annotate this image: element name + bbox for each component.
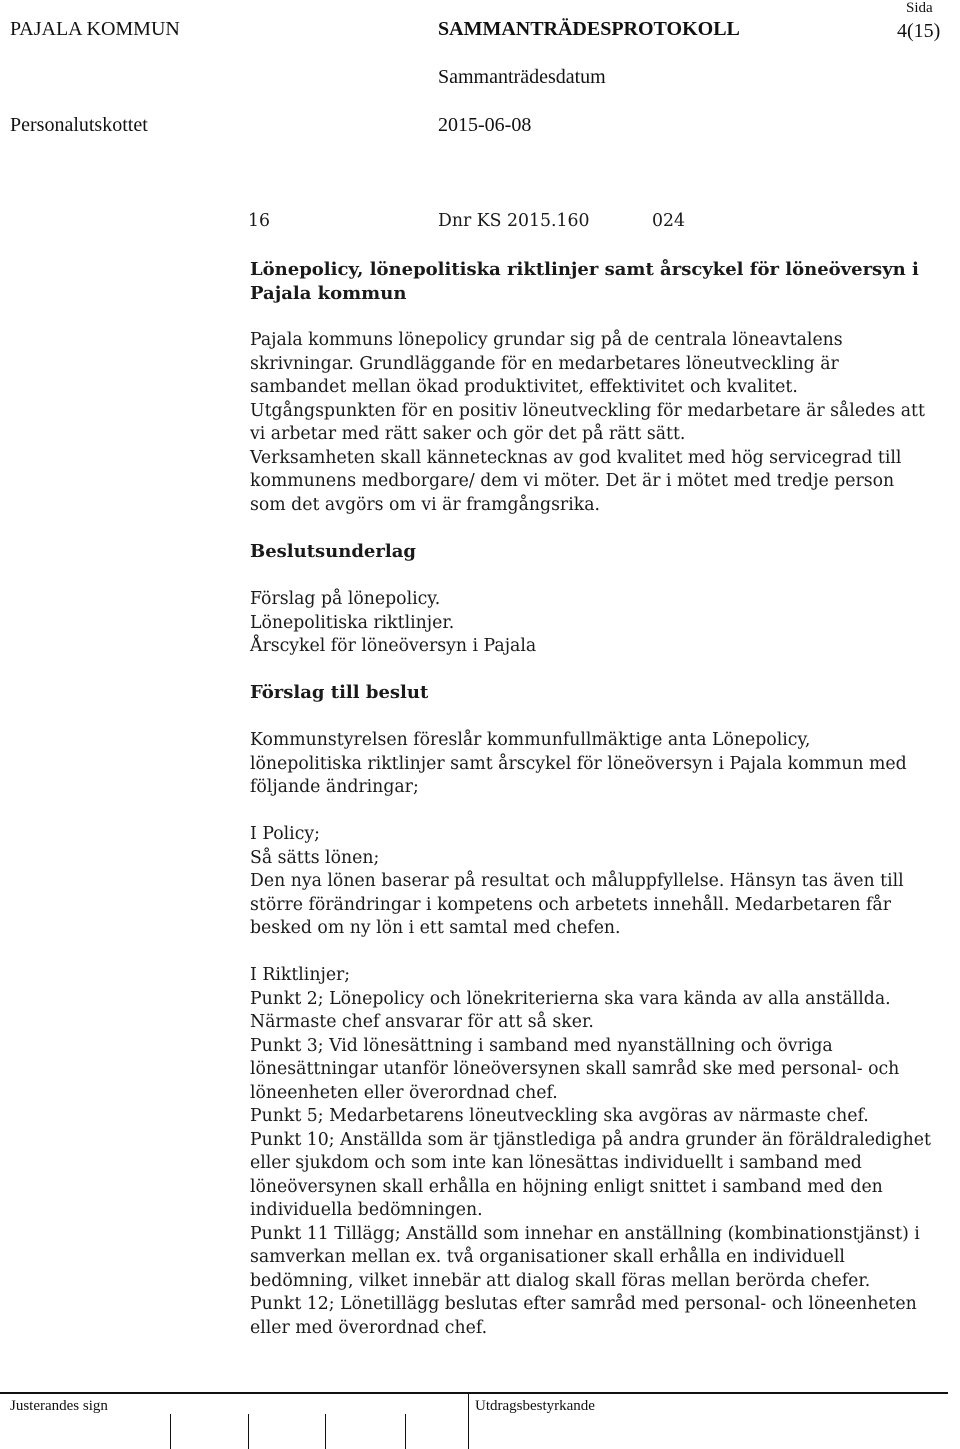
text-line: eller sjukdom och som inte kan lönesättas individuellt i samband med: [250, 1153, 862, 1173]
utdragsbestyrkande-label: Utdragsbestyrkande: [475, 1398, 595, 1414]
text-line: kommunens medborgare/ dem vi möter. Det är i mötet med tredje person: [250, 471, 895, 491]
text-line: som det avgörs om vi är framgångsrika.: [250, 494, 600, 515]
text-line: följande ändringar;: [250, 777, 419, 797]
item-title-line: Lönepolicy, lönepolitiska riktlinjer samt årscykel för löneöversyn i: [250, 259, 919, 280]
text-line: Punkt 10; Anställda som är tjänstlediga på andra grunder än föräldraledighet: [250, 1129, 931, 1150]
forslag-intro: [250, 729, 956, 800]
text-line: Den nya lönen baserar på resultat och måluppfyllelse. Hänsyn tas även till: [250, 871, 904, 891]
riktlinjer-changes: [250, 964, 956, 1340]
text-line: lönepolitiska riktlinjer samt årscykel för löneöversyn i Pajala kommun med: [250, 753, 907, 774]
text-line: skrivningar. Grundläggande för en medarbetares löneutveckling är: [250, 353, 839, 374]
text-line: Punkt 3; Vid lönesättning i samband med nyanställning och övriga: [250, 1035, 833, 1056]
beslutsunderlag-list: [250, 588, 956, 659]
text-line: I Policy;: [250, 824, 320, 844]
item-title: [250, 258, 955, 305]
paragraph-number: 16: [248, 211, 270, 231]
text-line: I Riktlinjer;: [250, 965, 351, 985]
text-line: Verksamheten skall kännetecknas av god kvalitet med hög servicegrad till: [250, 447, 902, 468]
text-line: Pajala kommuns lönepolicy grundar sig på de centrala löneavtalens: [250, 330, 843, 350]
org-name: PAJALA KOMMUN: [10, 18, 180, 40]
forslag-heading: Förslag till beslut: [250, 682, 429, 703]
signature-box-divider: [248, 1414, 249, 1449]
page-label: Sida: [906, 0, 933, 16]
text-line: Så sätts lönen;: [250, 847, 380, 868]
signature-box-divider: [170, 1414, 171, 1449]
meeting-date-label: Sammanträdesdatum: [438, 66, 606, 88]
intro-text: [250, 329, 956, 517]
signature-box-divider: [405, 1414, 406, 1449]
footer-column-divider: [468, 1394, 469, 1449]
justerandes-sign-label: Justerandes sign: [10, 1398, 108, 1414]
text-line: vi arbetar med rätt saker och gör det på rätt sätt.: [250, 424, 686, 444]
footer-divider: [0, 1392, 948, 1394]
text-line: löneöversynen skall erhålla en höjning enligt snittet i samband med den: [250, 1176, 883, 1197]
text-line: eller med överordnad chef.: [250, 1317, 488, 1338]
text-line: samverkan mellan ex. två organisationer skall erhålla en individuell: [250, 1247, 845, 1267]
text-line: sambandet mellan ökad produktivitet, effektivitet och kvalitet.: [250, 377, 798, 397]
text-line: Kommunstyrelsen föreslår kommunfullmäktige anta Lönepolicy,: [250, 730, 811, 750]
text-line: Punkt 2; Lönepolicy och lönekriterierna ska vara kända av alla anställda.: [250, 988, 891, 1009]
text-line: bedömning, vilket innebär att dialog skall föras mellan berörda chefer.: [250, 1270, 871, 1291]
case-code: 024: [652, 211, 685, 231]
text-line: lönesättningar utanför löneöversynen skall samråd ske med personal- och: [250, 1059, 900, 1079]
committee-name: Personalutskottet: [10, 114, 148, 136]
text-line: individuella bedömningen.: [250, 1200, 483, 1220]
meeting-date: 2015-06-08: [438, 114, 532, 136]
text-line: större förändringar i kompetens och arbetets innehåll. Medarbetaren får: [250, 894, 891, 915]
policy-changes: [250, 823, 956, 941]
text-line: Punkt 12; Lönetillägg beslutas efter samråd med personal- och löneenheten: [250, 1294, 917, 1314]
signature-box-divider: [325, 1414, 326, 1449]
text-line: Punkt 11 Tillägg; Anställd som innehar en anställning (kombinationstjänst) i: [250, 1223, 920, 1244]
dnr: Dnr KS 2015.160: [438, 211, 590, 231]
text-line: Närmaste chef ansvarar för att så sker.: [250, 1012, 594, 1032]
document-type: SAMMANTRÄDESPROTOKOLL: [438, 18, 740, 40]
list-item: Lönepolitiska riktlinjer.: [250, 612, 455, 633]
beslutsunderlag-heading: Beslutsunderlag: [250, 541, 416, 562]
list-item: Årscykel för löneöversyn i Pajala: [250, 636, 537, 656]
text-line: löneenheten eller överordnad chef.: [250, 1082, 558, 1103]
list-item: Förslag på lönepolicy.: [250, 589, 441, 609]
text-line: besked om ny lön i ett samtal med chefen.: [250, 918, 621, 938]
text-line: Punkt 5; Medarbetarens löneutveckling ska avgöras av närmaste chef.: [250, 1106, 869, 1126]
page-number: 4(15): [897, 20, 941, 42]
item-title-line: Pajala kommun: [250, 282, 407, 304]
text-line: Utgångspunkten för en positiv löneutveckling för medarbetare är således att: [250, 400, 925, 421]
